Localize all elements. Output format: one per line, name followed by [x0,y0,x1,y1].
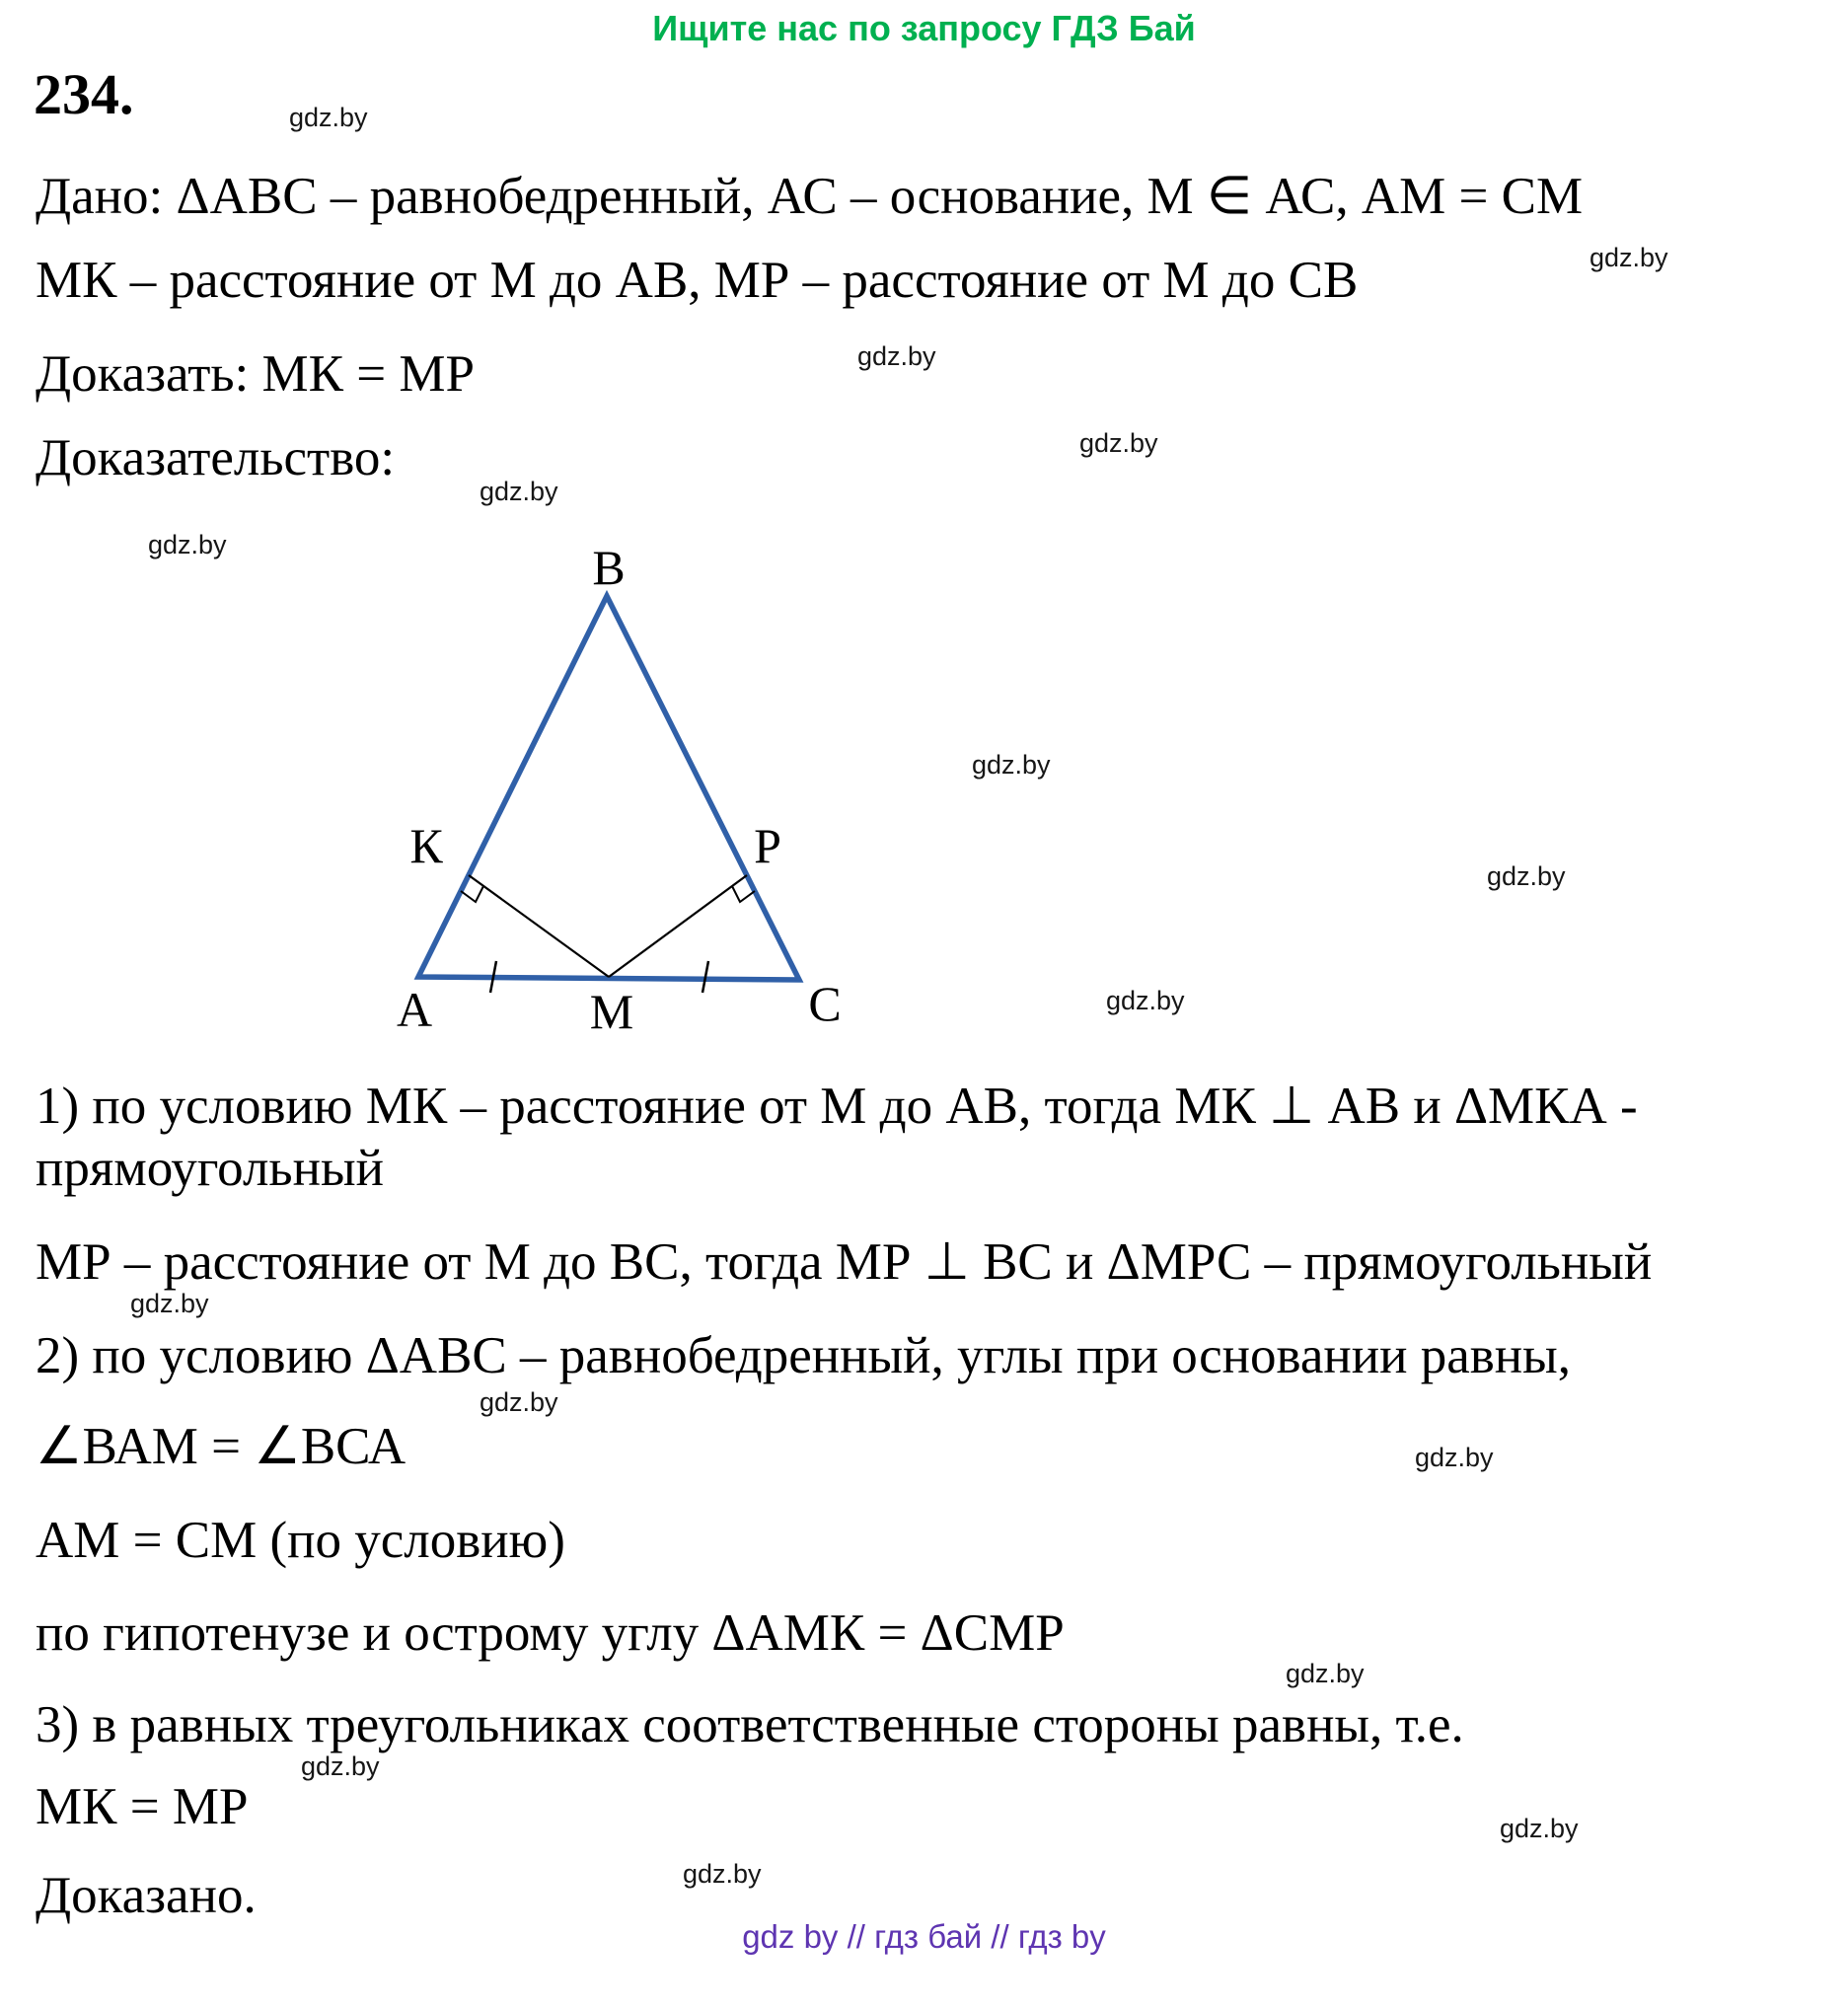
proof-step-3-line-1: 3) в равных треугольниках соответственные стороны равны, т.е. [36,1696,1464,1753]
proof-heading: Доказательство: [36,429,396,486]
footer-search-queries: gdz by // гдз бай // гдз by [742,1918,1106,1955]
given-line-2: МК – расстояние от М до АВ, МР – расстояние от М до СВ [36,252,1359,309]
triangle-abc [418,596,799,980]
watermark: gdz.by [130,1289,209,1318]
promo-banner: Ищите нас по запросу ГДЗ Бай [652,8,1196,48]
proof-step-1-line-1: 1) по условию МК – расстояние от М до АВ, тогда МК ⊥ АВ и ΔМКА - [36,1078,1638,1135]
proof-step-1-line-3: МР – расстояние от М до ВС, тогда МР ⊥ ВС и ΔМРС – прямоугольный [36,1233,1653,1291]
proof-step-2-line-2: ∠ВАМ = ∠ВСА [36,1418,407,1475]
proof-conclusion: Доказано. [36,1867,257,1924]
watermark: gdz.by [857,341,936,371]
watermark: gdz.by [289,103,368,132]
vertex-label-b: В [592,540,626,595]
proof-step-1-line-2: прямоугольный [36,1140,384,1197]
proof-step-2-line-4: по гипотенузе и острому углу ΔАМК = ΔСМР [36,1604,1065,1662]
problem-number: 234. [34,62,134,126]
watermark: gdz.by [1079,428,1158,458]
watermark: gdz.by [480,1387,558,1417]
point-label-p: Р [754,818,781,873]
vertex-label-a: А [396,982,433,1037]
proof-step-2-line-3: АМ = СМ (по условию) [36,1512,565,1569]
point-label-k: К [409,818,443,873]
watermark: gdz.by [1500,1814,1579,1843]
segment-mk [469,875,609,977]
prove-line: Доказать: МК = МР [36,345,475,403]
given-line-1: Дано: ΔАВС – равнобедренный, АС – основание, М ∈ АС, АМ = СМ [36,168,1584,225]
watermark: gdz.by [1106,986,1185,1015]
proof-step-2-line-1: 2) по условию ΔАВС – равнобедренный, углы при основании равны, [36,1327,1571,1384]
proof-step-3-line-2: МК = МР [36,1778,249,1835]
segment-mp [609,875,747,977]
vertex-label-c: С [808,976,842,1031]
watermark: gdz.by [1487,861,1566,891]
watermark: gdz.by [480,477,558,506]
watermark: gdz.by [683,1859,762,1889]
watermark: gdz.by [1415,1443,1494,1472]
watermark: gdz.by [1286,1659,1365,1688]
watermark: gdz.by [1589,243,1668,272]
watermark: gdz.by [972,750,1051,780]
point-label-m: М [589,984,634,1039]
triangle-diagram [365,533,1016,1071]
watermark: gdz.by [148,530,227,559]
watermark: gdz.by [301,1751,380,1781]
